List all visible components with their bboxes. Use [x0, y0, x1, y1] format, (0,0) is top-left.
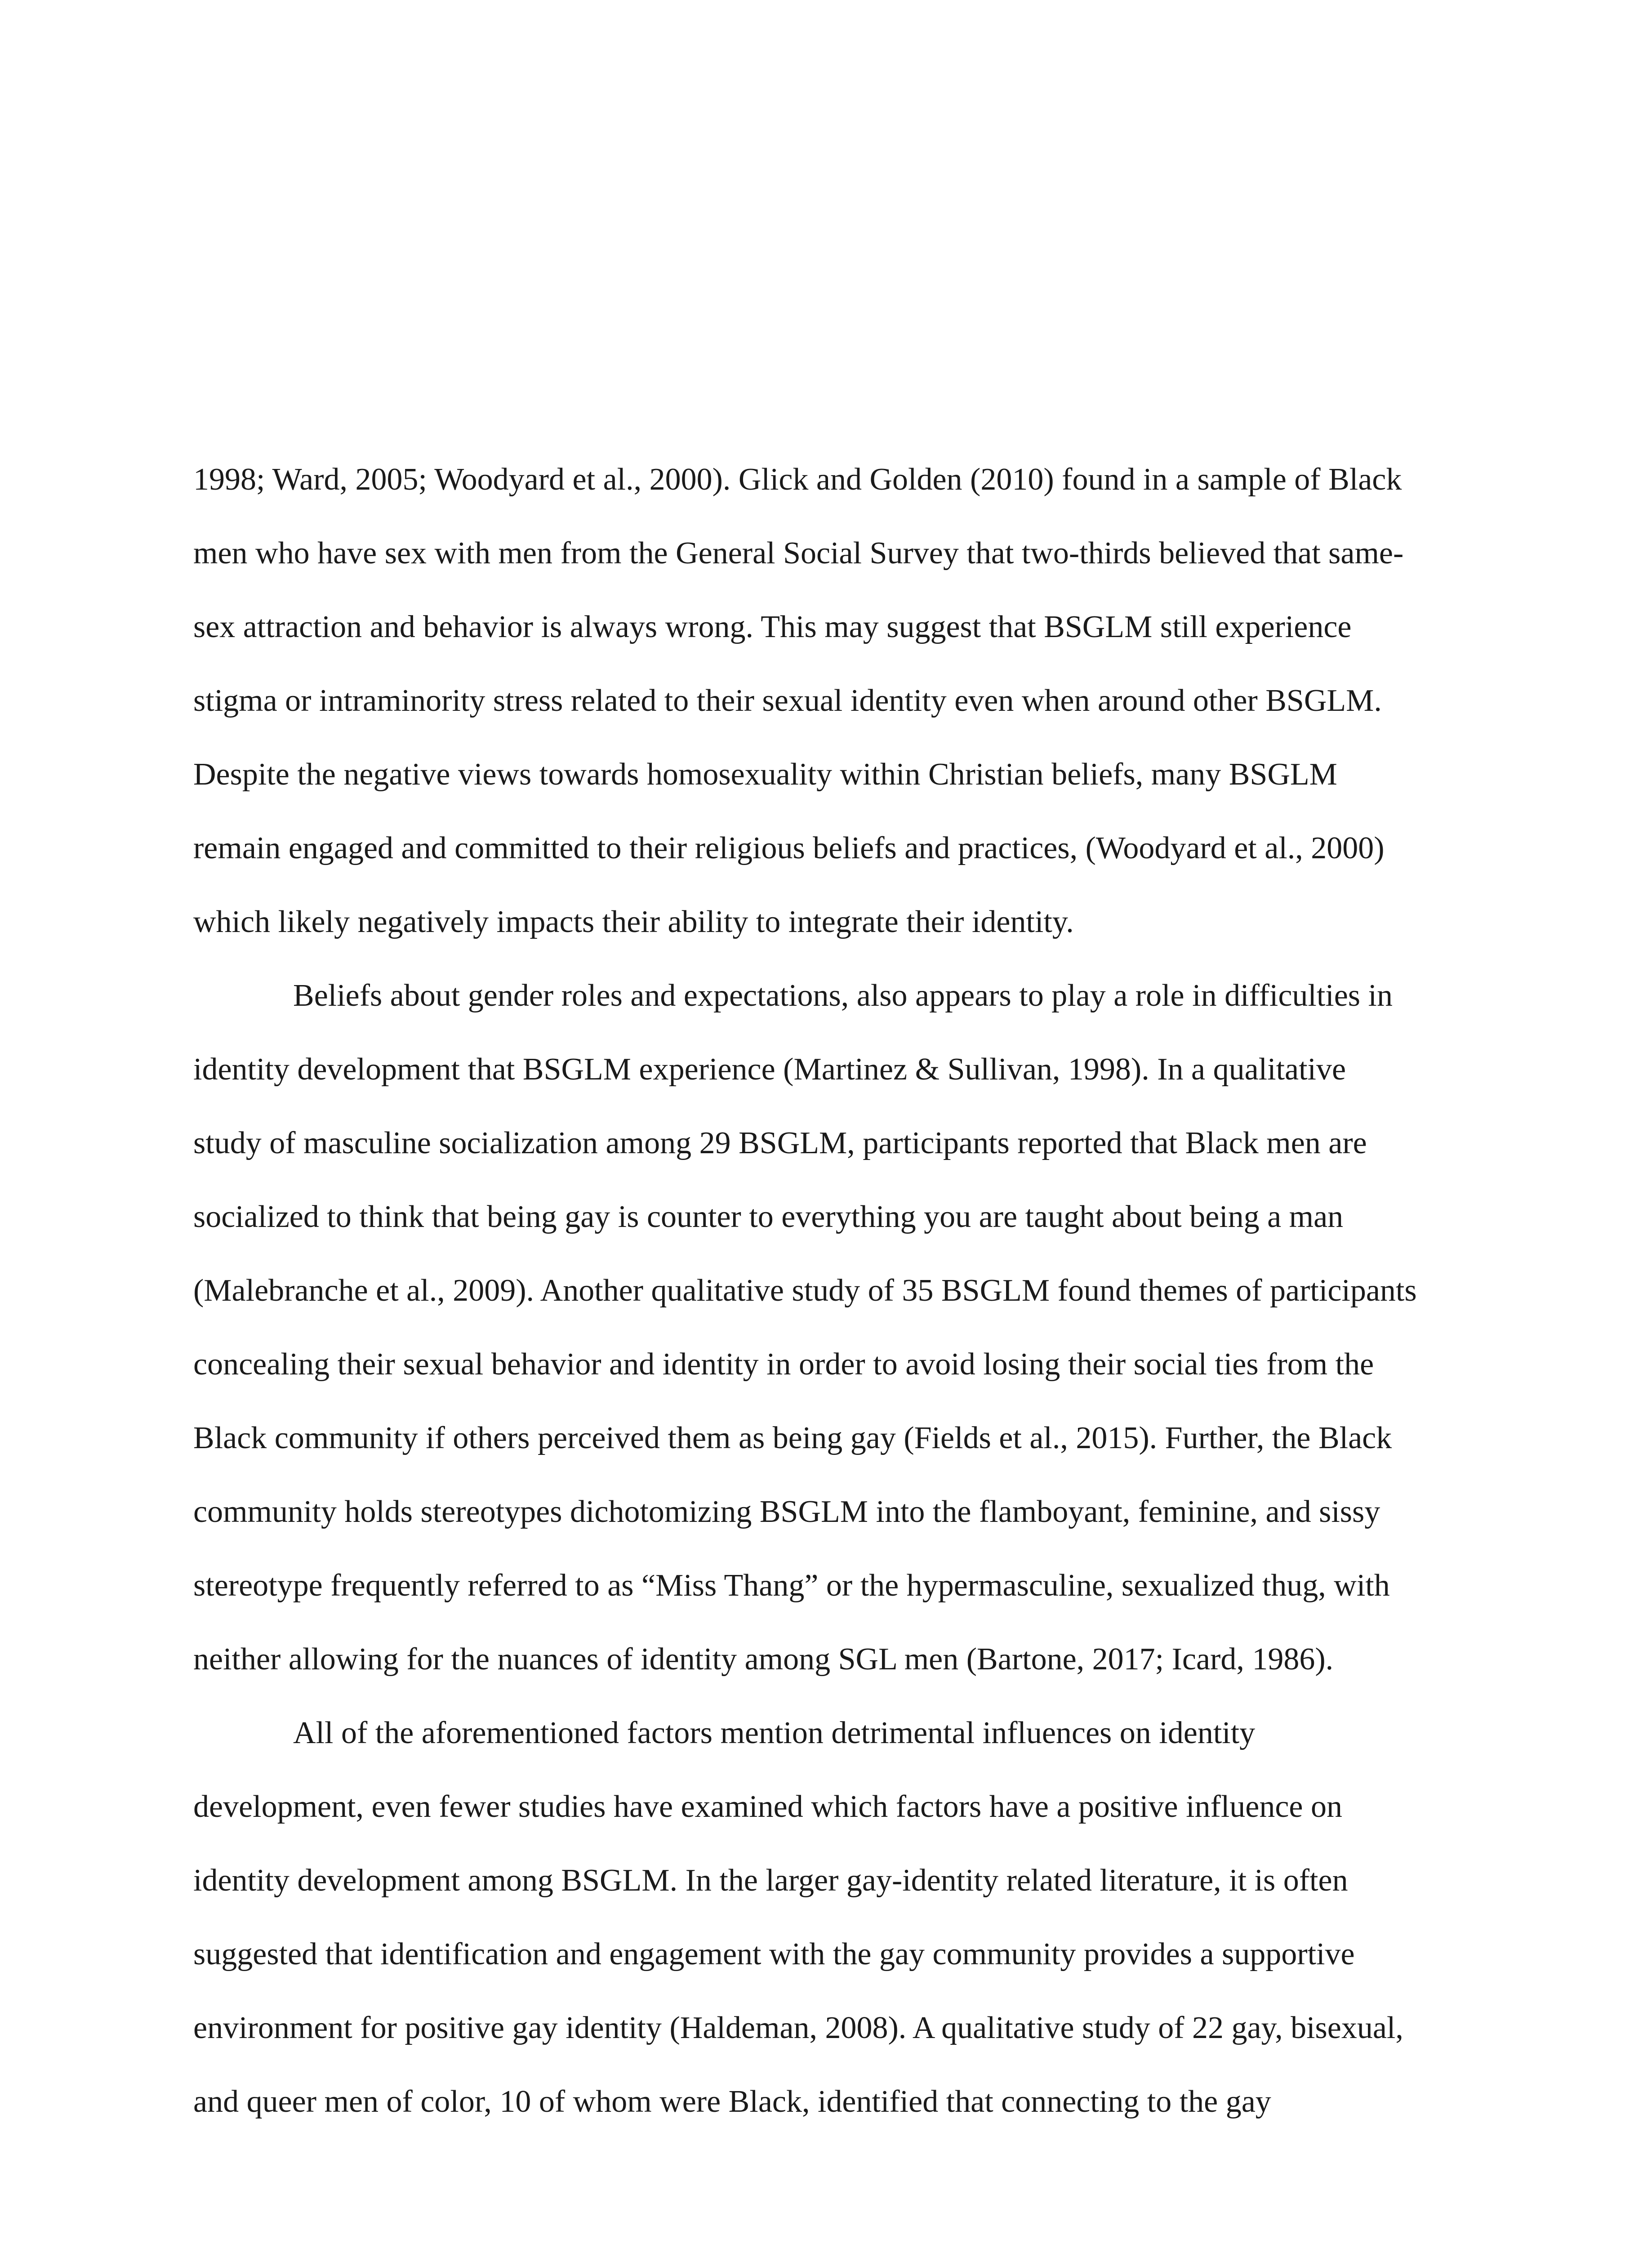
text-line: sex attraction and behavior is always wrong. This may suggest that BSGLM still experience	[193, 610, 1352, 644]
text-line: concealing their sexual behavior and identity in order to avoid losing their social ties from the	[193, 1347, 1374, 1382]
text-line: community holds stereotypes dichotomizing BSGLM into the flamboyant, feminine, and sissy	[193, 1494, 1380, 1529]
text-line: and queer men of color, 10 of whom were Black, identified that connecting to the gay	[193, 2084, 1271, 2119]
paragraph-first-line: All of the aforementioned factors mention detrimental influences on identity	[293, 1716, 1256, 1750]
text-line: men who have sex with men from the General Social Survey that two-thirds believed that same-	[193, 536, 1404, 571]
text-line: identity development among BSGLM. In the larger gay-identity related literature, it is often	[193, 1863, 1348, 1898]
text-line: development, even fewer studies have examined which factors have a positive influence on	[193, 1789, 1342, 1824]
text-line: stigma or intraminority stress related to their sexual identity even when around other BSGLM.	[193, 683, 1382, 718]
text-line: environment for positive gay identity (Haldeman, 2008). A qualitative study of 22 gay, bisexual,	[193, 2011, 1403, 2045]
text-line: suggested that identification and engagement with the gay community provides a supportive	[193, 1937, 1355, 1971]
text-line: identity development that BSGLM experience (Martinez & Sullivan, 1998). In a qualitative	[193, 1052, 1346, 1087]
text-line: neither allowing for the nuances of identity among SGL men (Bartone, 2017; Icard, 1986).	[193, 1642, 1334, 1677]
text-line: Despite the negative views towards homosexuality within Christian beliefs, many BSGLM	[193, 757, 1337, 792]
text-line: which likely negatively impacts their ability to integrate their identity.	[193, 905, 1074, 939]
text-line: 1998; Ward, 2005; Woodyard et al., 2000). Glick and Golden (2010) found in a sample of Black	[193, 462, 1402, 497]
text-line: Black community if others perceived them as being gay (Fields et al., 2015). Further, the Black	[193, 1421, 1392, 1455]
body-text	[193, 443, 1470, 2139]
text-line: stereotype frequently referred to as “Miss Thang” or the hypermasculine, sexualized thug, with	[193, 1568, 1390, 1603]
text-line: (Malebranche et al., 2009). Another qualitative study of 35 BSGLM found themes of participants	[193, 1273, 1417, 1308]
paragraph-first-line: Beliefs about gender roles and expectations, also appears to play a role in difficulties in	[293, 978, 1393, 1013]
text-line: remain engaged and committed to their religious beliefs and practices, (Woodyard et al., 2000)	[193, 831, 1385, 865]
text-line: socialized to think that being gay is counter to everything you are taught about being a man	[193, 1200, 1344, 1234]
text-line: study of masculine socialization among 29 BSGLM, participants reported that Black men are	[193, 1126, 1367, 1160]
